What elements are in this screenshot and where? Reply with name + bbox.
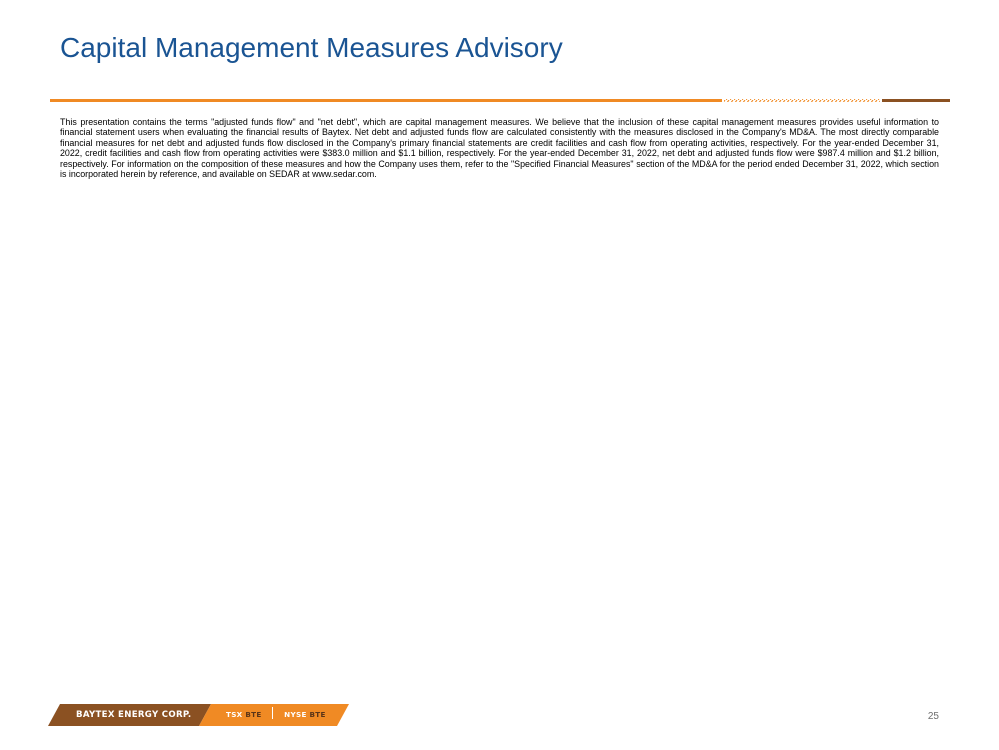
slide-title: Capital Management Measures Advisory [60,32,563,63]
advisory-paragraph: This presentation contains the terms "adjusted funds flow" and "net debt", which are capital management measures. We believe that the inclusion of these capital management measures provides useful information to financial statement users when evaluating the financial results of Baytex. Net debt and adjusted funds flow are calculated consistently with the measures disclosed in the Company's MD&A. The most directly comparable financial measures for net debt and adjusted funds flow disclosed in the Company's primary financial statements are credit facilities and cash flow from operating activities, respectively. For the year-ended December 31, 2022, credit facilities and cash flow from operating activities were $383.0 million and $1.1 billion, respectively. For the year-ended December 31, 2022, net debt and adjusted funds flow were $987.4 million and $1.2 billion, respectively. For information on the composition of these measures and how the Company uses them, refer to the "Specified Financial Measures" section of the MD&A for the period ended December 31, 2022, which section is incorporated herein by reference, and available on SEDAR at www.sedar.com. [60,117,939,180]
divider-brown [882,99,950,102]
page-number: 25 [927,711,939,722]
ticker-separator [272,707,273,719]
footer-company-name: BAYTEX ENERGY CORP. [76,710,192,720]
nyse-exchange-label: NYSE [284,710,307,719]
header-divider [50,96,950,106]
nyse-symbol: BTE [309,710,326,719]
tsx-exchange-label: TSX [226,710,243,719]
divider-solid-orange [50,99,722,102]
tsx-symbol: BTE [245,710,262,719]
divider-hatched [724,99,880,102]
footer-tickers [226,704,326,726]
